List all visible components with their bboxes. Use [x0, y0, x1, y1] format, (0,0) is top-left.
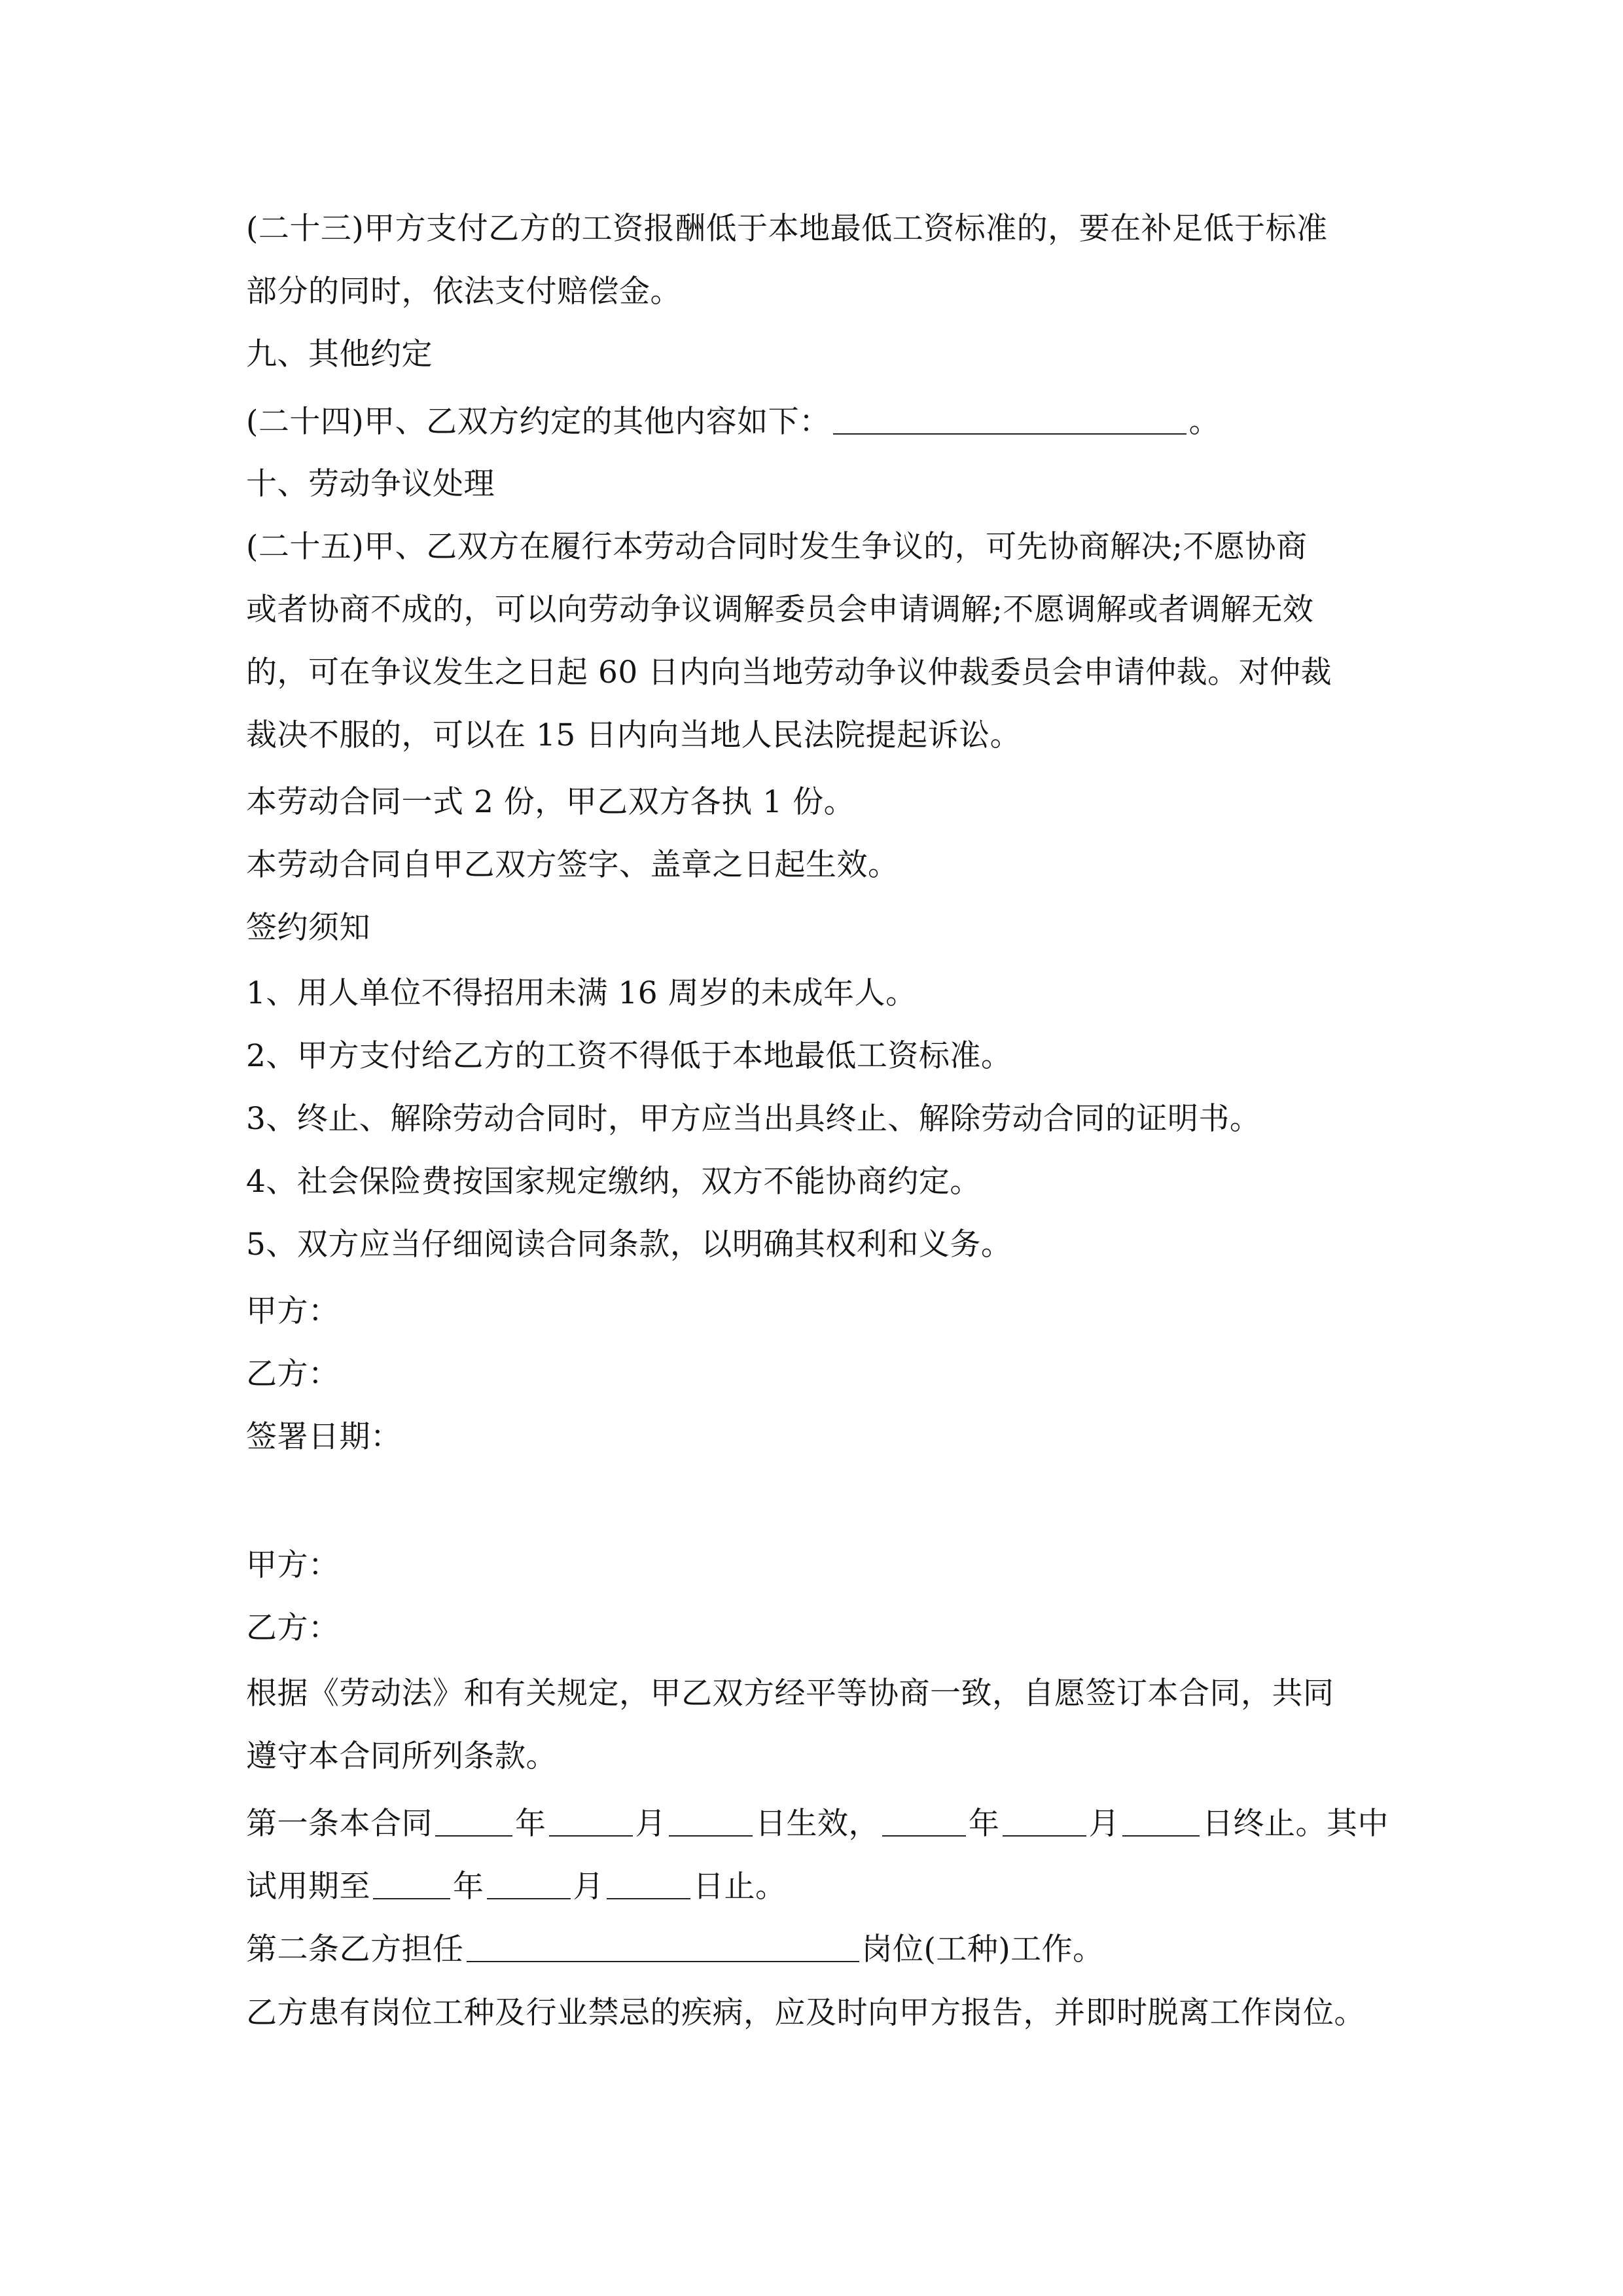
notice-item-2: 2、甲方支付给乙方的工资不得低于本地最低工资标准。 — [246, 1038, 1012, 1074]
probation-year-label: 年 — [453, 1869, 484, 1905]
year-label-2: 年 — [969, 1806, 1000, 1842]
article-2-end: 岗位(工种)工作。 — [861, 1931, 1104, 1967]
notice-item-5: 5、双方应当仔细阅读合同条款，以明确其权利和义务。 — [246, 1227, 1012, 1263]
termination-label: 日终止。其中 — [1202, 1806, 1389, 1842]
effective-line: 本劳动合同自甲乙双方签字、盖章之日起生效。 — [246, 847, 899, 883]
clause-24-line — [246, 402, 1220, 441]
probation-year-blank — [373, 1867, 450, 1899]
clause-25-line-2: 或者协商不成的，可以向劳动争议调解委员会申请调解;不愿调解或者调解无效 — [246, 592, 1314, 628]
probation-month-label: 月 — [573, 1869, 604, 1905]
probation-day-blank — [607, 1867, 690, 1899]
end-month-blank — [1003, 1804, 1086, 1837]
end-day-blank — [1122, 1804, 1200, 1837]
article-2-line — [246, 1929, 1104, 1969]
preamble-line-2: 遵守本合同所列条款。 — [246, 1738, 557, 1774]
section-10-heading: 十、劳动争议处理 — [246, 466, 495, 502]
clause-25-line-4: 裁决不服的，可以在 15 日内向当地人民法院提起诉讼。 — [246, 717, 1022, 753]
effective-label: 日生效， — [755, 1806, 880, 1842]
probation-lead: 试用期至 — [246, 1869, 370, 1905]
party-b-label-2: 乙方： — [246, 1610, 340, 1646]
year-label: 年 — [515, 1806, 546, 1842]
copies-line: 本劳动合同一式 2 份，甲乙双方各执 1 份。 — [246, 784, 855, 820]
signing-date-label: 签署日期： — [246, 1419, 402, 1455]
clause-25-line-3: 的，可在争议发生之日起 60 日内向当地劳动争议仲裁委员会申请仲裁。对仲裁 — [246, 655, 1332, 691]
party-a-label-2: 甲方： — [246, 1547, 340, 1583]
notice-item-3: 3、终止、解除劳动合同时，甲方应当出具终止、解除劳动合同的证明书。 — [246, 1101, 1261, 1137]
clause-23-line-1: (二十三)甲方支付乙方的工资报酬低于本地最低工资标准的，要在补足低于标准 — [246, 211, 1328, 247]
month-label: 月 — [635, 1806, 666, 1842]
end-year-blank — [882, 1804, 966, 1837]
notice-item-1: 1、用人单位不得招用未满 16 周岁的未成年人。 — [246, 975, 917, 1011]
party-a-label: 甲方： — [246, 1293, 340, 1329]
party-b-label: 乙方： — [246, 1356, 340, 1392]
article-1-lead: 第一条本合同 — [246, 1806, 433, 1842]
start-month-blank — [549, 1804, 633, 1837]
clause-24-text: (二十四)甲、乙双方约定的其他内容如下： — [246, 404, 830, 440]
clause-23-line-2: 部分的同时，依法支付赔偿金。 — [246, 274, 681, 310]
notice-heading: 签约须知 — [246, 910, 370, 946]
start-year-blank — [435, 1804, 512, 1837]
start-day-blank — [669, 1804, 753, 1837]
month-label-2: 月 — [1088, 1806, 1120, 1842]
article-1-line-2 — [246, 1867, 787, 1906]
clause-25-line-1: (二十五)甲、乙双方在履行本劳动合同时发生争议的，可先协商解决;不愿协商 — [246, 529, 1308, 565]
post-blank — [467, 1929, 859, 1962]
other-terms-blank — [833, 402, 1186, 435]
probation-month-blank — [487, 1867, 571, 1899]
article-1-line-1 — [246, 1804, 1389, 1843]
preamble-line-1: 根据《劳动法》和有关规定，甲乙双方经平等协商一致，自愿签订本合同，共同 — [246, 1676, 1334, 1712]
probation-end-label: 日止。 — [693, 1869, 787, 1905]
clause-24-end: 。 — [1188, 404, 1221, 440]
notice-item-4: 4、社会保险费按国家规定缴纳，双方不能协商约定。 — [246, 1164, 981, 1200]
article-2-lead: 第二条乙方担任 — [246, 1931, 464, 1967]
section-9-heading: 九、其他约定 — [246, 336, 433, 372]
health-notice-line: 乙方患有岗位工种及行业禁忌的疾病，应及时向甲方报告，并即时脱离工作岗位。 — [246, 1995, 1365, 2031]
